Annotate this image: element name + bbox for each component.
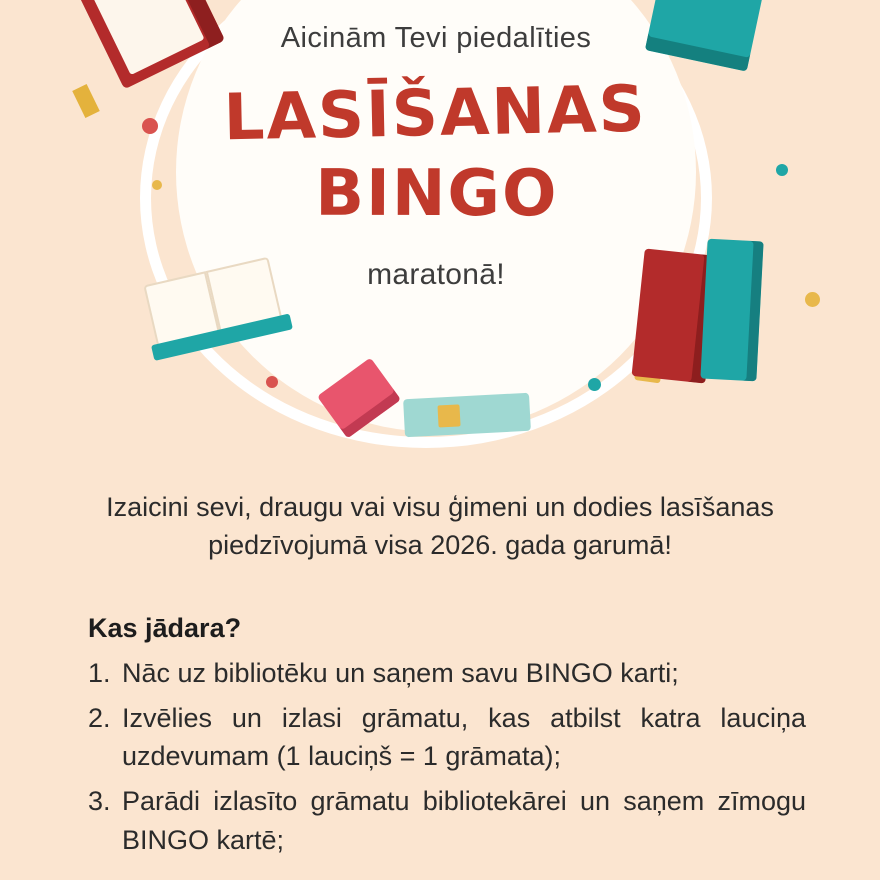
intro-paragraph: Izaicini sevi, draugu vai visu ģimeni un dodies lasīšanas piedzīvojumā visa 2026. gada garumā!	[106, 492, 774, 561]
steps-list	[74, 654, 806, 860]
list-item: 3. Parādi izlasīto grāmatu bibliotekārei un saņem zīmogu BINGO kartē;	[118, 782, 806, 860]
book-icon-bottom-teal	[403, 393, 531, 438]
poster-body	[0, 488, 880, 860]
bookmark-icon	[72, 84, 100, 118]
title-line-1: LASĪŠANAS	[222, 72, 648, 156]
title-line-2: BINGO	[315, 156, 559, 231]
poster-headline-block	[176, 0, 696, 292]
subtitle-text: maratonā!	[367, 258, 505, 292]
section-heading: Kas jādara?	[88, 612, 242, 643]
invite-text: Aicinām Tevi piedalīties	[280, 22, 592, 54]
dot-decoration	[142, 118, 158, 134]
dot-decoration	[588, 378, 601, 391]
page-title	[174, 72, 697, 238]
dot-decoration	[805, 292, 820, 307]
book-icon-right-teal	[700, 239, 763, 382]
dot-decoration	[152, 180, 162, 190]
list-item: 1. Nāc uz bibliotēku un saņem savu BINGO karti;	[118, 654, 806, 693]
list-item: 2. Izvēlies un izlasi grāmatu, kas atbilst katra lauciņa uzdevumam (1 lauciņš = 1 grāmata);	[118, 699, 806, 777]
dot-decoration	[776, 164, 788, 176]
dot-decoration	[266, 376, 278, 388]
